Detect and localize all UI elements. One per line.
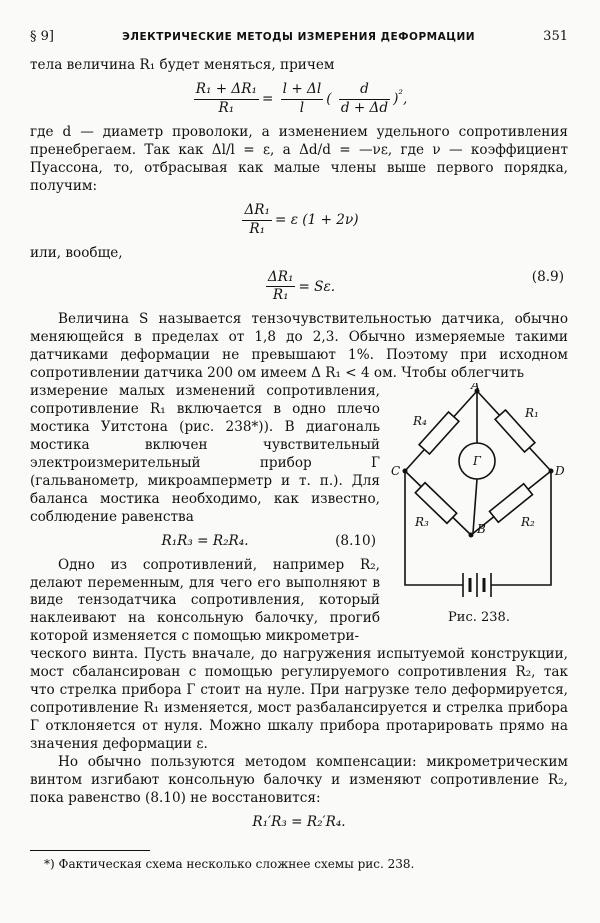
paragraph-1: тела величина R₁ будет меняться, причем — [30, 57, 335, 74]
label-r3: R₃ — [415, 515, 429, 530]
figure-caption: Рис. 238. — [448, 610, 510, 626]
paragraph-6: Одно из сопротивлений, например R₂, делают переменным, для чего его выполняют в виде тензодатчика сопротивления, который наклеивают на консольную балочку, прогиб которой изменяется с помощью микрометри- — [30, 556, 380, 645]
formula-2 — [30, 202, 568, 239]
f1-r-den: d + Δd — [340, 100, 389, 117]
figure-row — [30, 383, 568, 646]
f3-num: ΔR₁ — [266, 269, 296, 288]
f1-tail: , — [402, 91, 408, 108]
paragraph-7: ческого винта. Пусть вначале, до нагружения испытуемой конструкции, мост сбалансирован с помощью регулируемого сопротивления R₂, так что стрелка прибора Г стоит на нуле. При нагрузке тело деформируется, сопротивление R₁ изменяется, мост разбалансируется и стрелка прибора Г отклоняется от нуля. Можно шкалу прибора протарировать прямо на значения деформации ε. — [30, 646, 568, 752]
figure-238 — [390, 383, 568, 646]
f4-eqnum: (8.10) — [335, 532, 376, 549]
f2-den: R₁ — [249, 220, 266, 237]
footnote: *) Фактическая схема несколько сложнее схемы рис. 238. — [44, 856, 415, 871]
header-title: ЭЛЕКТРИЧЕСКИЕ МЕТОДЫ ИЗМЕРЕНИЯ ДЕФОРМАЦИИ — [122, 31, 476, 43]
node-b-dot — [469, 533, 474, 538]
f3-eqnum: (8.9) — [531, 268, 564, 285]
label-node-b: B — [477, 522, 486, 537]
label-r4: R₄ — [413, 414, 427, 429]
f1-lhs-den: R₁ — [218, 100, 235, 117]
label-node-c: C — [391, 464, 401, 479]
f5-text: R₁′R₃ = R₂′R₄. — [252, 813, 346, 830]
page — [30, 28, 568, 872]
f2-num: ΔR₁ — [242, 202, 272, 221]
footnote-separator — [30, 850, 150, 851]
section-number: § 9] — [30, 29, 54, 44]
running-header — [30, 28, 568, 45]
f1-mid-num: l + Δl — [281, 81, 324, 100]
page-number: 351 — [543, 29, 568, 44]
label-r2: R₂ — [521, 515, 535, 530]
node-d-dot — [549, 469, 554, 474]
paragraph-2: где d — диаметр проволоки, а изменением удельного сопротивления пренебрегаем. Так как Δl/l = ε, а Δd/d = —νε, где ν — коэффициент Пуассона, то, отбрасывая как малые члены выше первого порядка, получим: — [30, 123, 568, 194]
paragraph-8: Но обычно пользуются методом компенсации: микрометрическим винтом изгибают консольную балочку и изменяют сопротивление R₂, пока равенство (8.10) не восстановится: — [30, 753, 568, 806]
wire-c-battery — [405, 471, 463, 585]
paragraph-3: или, вообще, — [30, 244, 123, 261]
formula-5 — [30, 814, 568, 832]
node-c-dot — [403, 469, 408, 474]
bridge-diagram — [391, 383, 567, 601]
label-node-d: D — [555, 464, 565, 479]
f1-mid-den: l — [299, 100, 305, 117]
f1-lhs-num: R₁ + ΔR₁ — [194, 81, 259, 100]
formula-4 — [30, 533, 380, 551]
label-gauge: Г — [473, 454, 481, 469]
label-node-a: A — [471, 383, 480, 393]
f1-exp: ² — [398, 86, 403, 101]
paragraph-5: измерение малых изменений сопротивления, сопротивление R₁ включается в одно плечо мостика Уитстона (рис. 238*)). В диагональ мостика включен чувствительный электроизмерительный прибор Г (гальванометр, микроамперметр и т. п.). Для баланса мостика необходимо, как известно, соблюдение равенства — [30, 383, 380, 525]
f3-den: R₁ — [272, 287, 289, 304]
f1-r-num: d — [339, 81, 390, 100]
paragraph-4: Величина S называется тензочувствительностью датчика, обычно меняющейся в пределах от 1,8 до 2,3. Обычно измеряемые такими датчиками деформации не превышают 1%. Поэтому при исходном сопротивлении датчика 200 ом имеем Δ R₁ < 4 ом. Чтобы облегчить — [30, 311, 568, 382]
f4-text: R₁R₃ = R₂R₄. — [161, 532, 249, 549]
f3-rhs: = Sε. — [298, 278, 336, 295]
formula-1: $\frac{\text{R₁ + ΔR₁}}{\text{R₁}}$ = $\frac{l + \Delta l}{l}$ ( $\frac{d}{d + \Delta d}$ )$^{^2}$, — [195, 81, 408, 117]
formula-3 — [30, 269, 568, 306]
f2-rhs: = ε (1 + 2ν) — [274, 211, 359, 228]
label-r1: R₁ — [525, 406, 539, 421]
